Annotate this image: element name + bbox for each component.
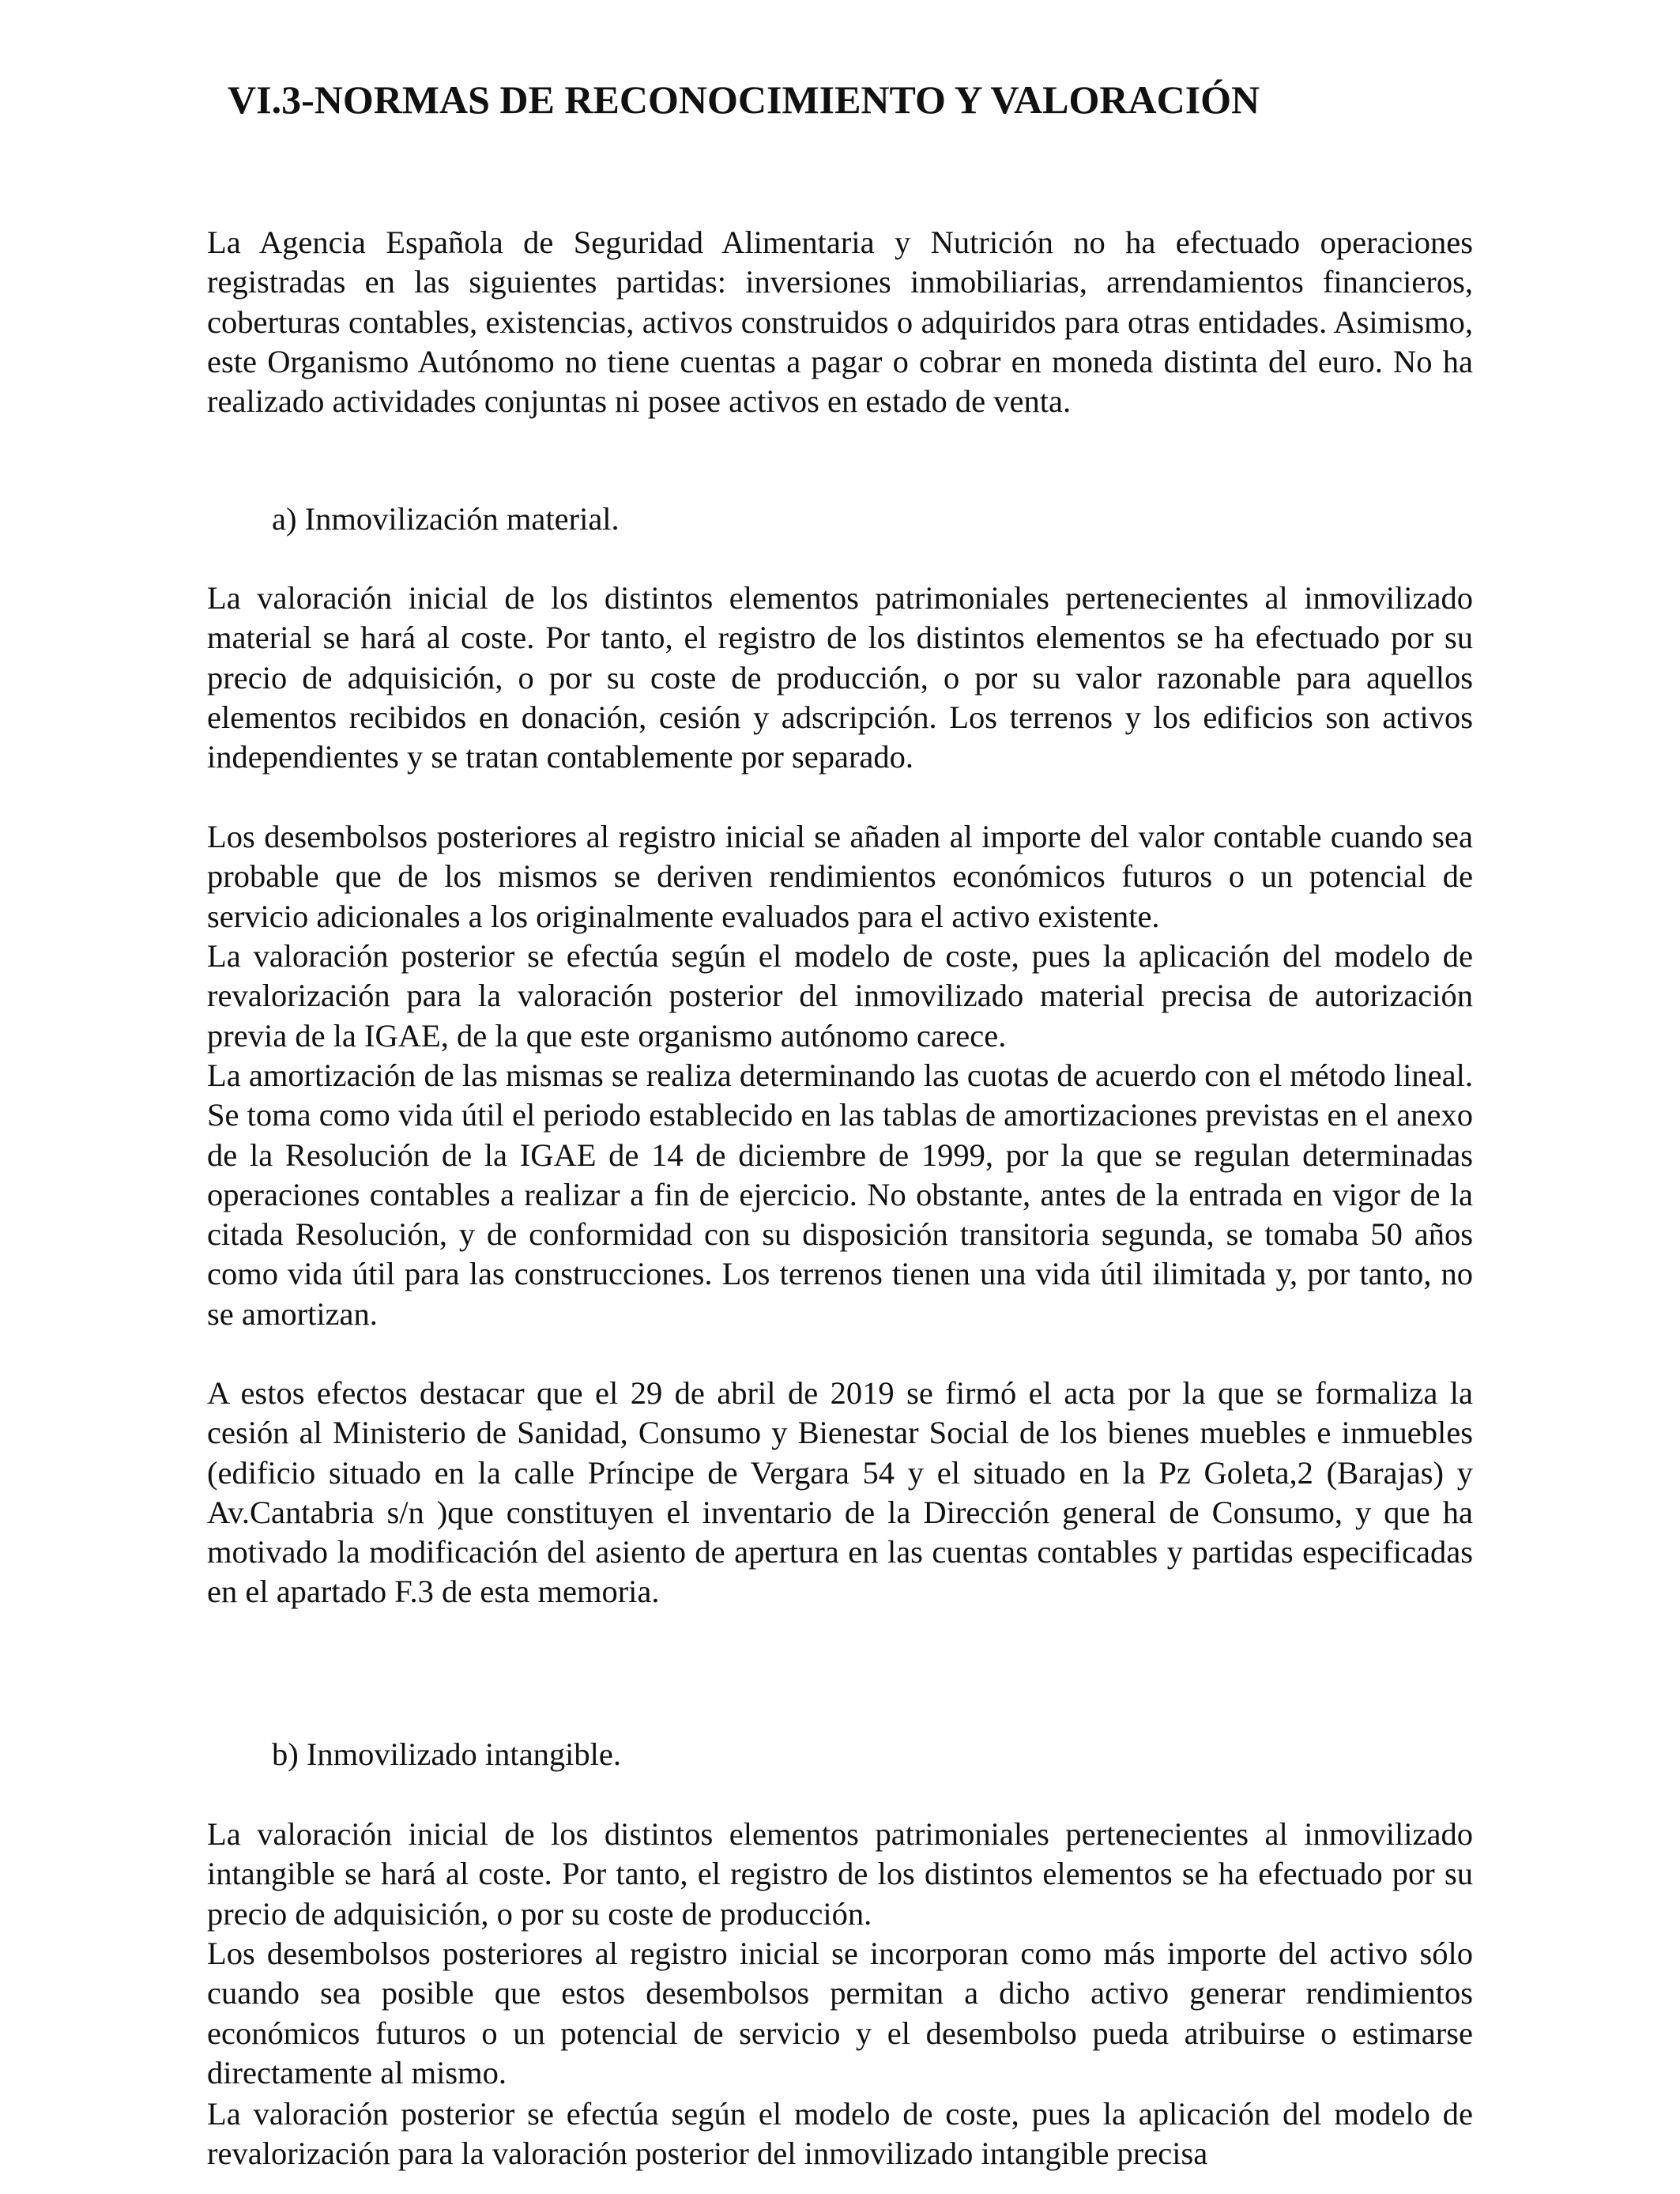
page-title: VI.3-NORMAS DE RECONOCIMIENTO Y VALORACIÓN (228, 77, 1260, 122)
section-a-paragraph-1: La valoración inicial de los distintos elementos patrimoniales pertenecientes al inmovilizado material se hará al coste. Por tanto, el registro de los distintos elementos se ha efectuado por su precio de adquisición, o por su coste de producción, o por su valor razonable para aquellos elementos recibidos en donación, cesión y adscripción. Los terrenos y los edificios son activos independientes y se tratan contablemente por separado. (207, 580, 1473, 775)
section-a-paragraph-2: Los desembolsos posteriores al registro inicial se añaden al importe del valor contable cuando sea probable que de los mismos se deriven rendimientos económicos futuros o un potencial de servicio adicionales a los originalmente evaluados para el activo existente. (207, 819, 1473, 934)
section-b-paragraph-2: Los desembolsos posteriores al registro inicial se incorporan como más importe del activo sólo cuando sea posible que estos desembolsos permitan a dicho activo generar rendimientos económicos futuros o un potencial de servicio y el desembolso pueda atribuirse o estimarse directamente al mismo. (207, 1936, 1473, 2090)
document-page (207, 0, 1473, 2194)
section-a-paragraph-3: La valoración posterior se efectúa según el modelo de coste, pues la aplicación del modelo de revalorización para la valoración posterior del inmovilizado material precisa de autorización previa de la IGAE, de la que este organismo autónomo carece. (207, 938, 1473, 1054)
section-b-heading: b) Inmovilizado intangible. (272, 1736, 622, 1772)
section-a-heading: a) Inmovilización material. (272, 501, 620, 537)
section-b-paragraph-3: La valoración posterior se efectúa según el modelo de coste, pues la aplicación del modelo de revalorización para la valoración posterior del inmovilizado intangible precisa (207, 2096, 1473, 2172)
intro-paragraph: La Agencia Española de Seguridad Alimentaria y Nutrición no ha efectuado operaciones registradas en las siguientes partidas: inversiones inmobiliarias, arrendamientos financieros, coberturas contables, existencias, activos construidos o adquiridos para otras entidades. Asimismo, este Organismo Autónomo no tiene cuentas a pagar o cobrar en moneda distinta del euro. No ha realizado actividades conjuntas ni posee activos en estado de venta. (207, 224, 1473, 420)
section-b-paragraph-1: La valoración inicial de los distintos elementos patrimoniales pertenecientes al inmovilizado intangible se hará al coste. Por tanto, el registro de los distintos elementos se ha efectuado por su precio de adquisición, o por su coste de producción. (207, 1816, 1473, 1932)
section-a-paragraph-5: A estos efectos destacar que el 29 de abril de 2019 se firmó el acta por la que se formaliza la cesión al Ministerio de Sanidad, Consumo y Bienestar Social de los bienes muebles e inmuebles (edificio situado en la calle Príncipe de Vergara 54 y el situado en la Pz Goleta,2 (Barajas) y Av.Cantabria s/n )que constituyen el inventario de la Dirección general de Consumo, y que ha motivado la modificación del asiento de apertura en las cuentas contables y partidas especificadas en el apartado F.3 de esta memoria. (207, 1375, 1473, 1610)
section-a-paragraph-4: La amortización de las mismas se realiza determinando las cuotas de acuerdo con el método lineal. Se toma como vida útil el periodo establecido en las tablas de amortizaciones previstas en el anexo de la Resolución de la IGAE de 14 de diciembre de 1999, por la que se regulan determinadas operaciones contables a realizar a fin de ejercicio. No obstante, antes de la entrada en vigor de la citada Resolución, y de conformidad con su disposición transitoria segunda, se tomaba 50 años como vida útil para las construcciones. Los terrenos tienen una vida útil ilimitada y, por tanto, no se amortizan. (207, 1057, 1473, 1332)
